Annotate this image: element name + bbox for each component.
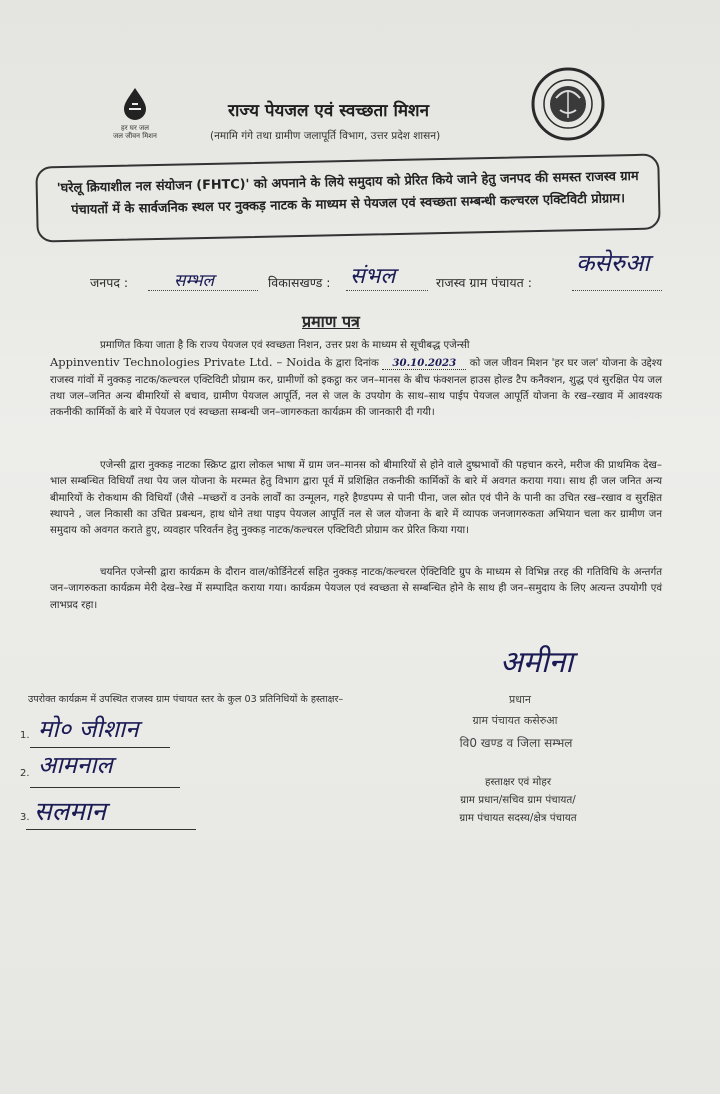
paragraph-3 xyxy=(50,565,662,614)
district-value: सम्भल xyxy=(174,271,215,291)
rep-signature-1: मो० जीशान xyxy=(38,715,139,743)
paragraph-1 xyxy=(50,338,662,421)
block-label: विकासखण्ड : xyxy=(268,275,331,290)
company-name: Appinventiv Technologies Private Ltd. – Noida xyxy=(50,355,322,370)
mission-subtitle: (नमामि गंगे तथा ग्रामीण जलापूर्ति विभाग, उत्तर प्रदेश शासन) xyxy=(210,130,441,142)
gp-value: कसेरुआ xyxy=(576,249,650,277)
pradhan-line1: प्रधान xyxy=(509,693,531,706)
rep-line-2 xyxy=(30,786,180,788)
para1-after-company: के द्वारा दिनांक xyxy=(324,358,379,370)
up-government-emblem xyxy=(530,66,606,142)
paragraph-2 xyxy=(50,458,662,539)
rep-num-2: 2. xyxy=(20,768,30,779)
representatives-note: उपरोक्त कार्यक्रम में उपस्थित राजस्व ग्राम पंचायत स्तर के कुल 03 प्रतिनिधियों के हस्ताक्षर– xyxy=(28,694,344,705)
water-drop-icon xyxy=(118,86,152,120)
pradhan-signature: अमीना xyxy=(500,645,574,680)
rep-num-1: 1. xyxy=(20,730,30,741)
signature-line2: ग्राम प्रधान/सचिव ग्राम पंचायत/ xyxy=(460,794,576,806)
signature-line1: हस्ताक्षर एवं मोहर xyxy=(484,776,552,788)
subject-box: 'घरेलू क्रियाशील नल संयोजन (FHTC)' को अपनाने के लिये समुदाय को प्रेरित किये जाने हेतु जनपद की समस्त राजस्व ग्राम पंचायतों में के सार्वजनिक स्थल पर नुक्कड़ नाटक के माध्यम से पेयजल एवं स्वच्छता सम्बन्धी कल्चरल एक्टिविटी प्रोग्राम। xyxy=(35,153,660,242)
para2-text: एजेन्सी द्वारा नुक्कड़ नाटका स्क्रिप्ट द्वारा लोकल भाषा में ग्राम जन–मानस को बीमारियों से होने वाले दुष्प्रभावों की पहचान करने, मरीज की प्राथमिक देख–भाल सम्बन्धित विधियाँ तथा पेय जल योजना के मरम्मत हेतु विभाग द्वारा पूर्व में प्रशिक्षित तकनीकी कार्मिकों के बारे में अवगत कराया गया। साथ ही जल जनित अन्य बीमारियों के रोकथाम की विधियाँ (जैसे –मच्छरों व उनके लार्वों का उन्मूलन, गहरे हैण्डपम्प से पानी पीना, जल स्रोत एवं पीने के पानी का उचित रख–रखाव व सुरक्षित स्थापने , जल निकासी का उचित प्रबन्धन, हाथ धोने तथा पाइप पेयजल आपूर्ति नल से जल योजना के बारे में व्यापक जनजागरुकता अभियान चला कर ग्रामीण जन समुदाय को अवगत कराते हुए, व्यवहार परिवर्तन हेतु नुक्कड़ नाटक/कल्चरल एक्टिविटी प्रोग्राम कर प्रेरित किया गया। xyxy=(50,460,662,537)
rep-line-3 xyxy=(26,828,196,830)
program-date: 30.10.2023 xyxy=(382,357,466,370)
para1-start: प्रमाणित किया जाता है कि राज्य पेयजल एवं स्वच्छता निशन, उत्तर प्र xyxy=(100,340,352,351)
pradhan-line2: ग्राम पंचायत कसेरुआ xyxy=(472,714,558,727)
har-ghar-jal-logo xyxy=(100,86,170,140)
signature-line3: ग्राम पंचायत सदस्य/क्षेत्र पंचायत xyxy=(459,812,577,824)
para3-text: चयनित एजेन्सी द्वारा कार्यक्रम के दौरान वाल/कोर्डिनेटर्स सहित नुक्कड़ नाटक/कल्चरल ऐक्टिविटि ग्रुप के माध्यम से विभिन्न तरह की गतिविधि के अन्तर्गत जन–जागरुकता कार्यक्रम मेरी देख–रेख में सम्पादित कराया गया। कार्यक्रम पेयजल एवं स्वच्छता से सम्बन्धित होने के साथ ही जन–समुदाय के लिए अत्यन्त उपयोगी एवं लाभप्रद रहा। xyxy=(50,567,662,611)
gp-label: राजस्व ग्राम पंचायत : xyxy=(436,275,532,290)
mission-title: राज्य पेयजल एवं स्वच्छता मिशन xyxy=(228,101,430,121)
certificate-title: प्रमाण पत्र xyxy=(302,312,360,331)
district-label: जनपद : xyxy=(90,275,129,290)
rep-num-3: 3. xyxy=(20,812,30,823)
rep-signature-2: आमनाल xyxy=(38,751,113,779)
rep-signature-3: सलमान xyxy=(34,797,106,827)
para1-rest: को जल जीवन मिशन 'हर घर जल' योजना के उद्देश्य राजस्व गांवों में नुक्कड़ नाटक/कल्चरल एक्टिविटी प्रोग्राम कर, ग्रामीणों को इकट्ठा कर जन–मानस के बीच फंक्शनल हाउस होल्ड टैप कनैक्शन, शुद्ध एवं सुरक्षित पेय जल तथा जल–जनित अन्य बीमारियों से बचाव, ग्रामीण पेयजल आपूर्ति, नल से जल के उपयोग के साथ–साथ पाईप पेयजल आपूर्ति योजना के रख–रखाव में आवश्यक तकनीकी कार्मिकों के बारे में पेयजल एवं स्वच्छता सम्बन्धी जन–जागरुकता कार्यक्रम की जानकारी दी गयी। xyxy=(50,358,662,419)
gp-dots xyxy=(572,289,662,291)
block-value: संभल xyxy=(350,264,396,289)
pradhan-line3: वि0 खण्ड व जिला सम्भल xyxy=(459,736,573,750)
location-fields xyxy=(90,249,690,298)
logo-caption: हर घर जल जल जीवन मिशन xyxy=(113,124,157,140)
signature-block xyxy=(418,773,618,827)
para1-lead-end: श के माध्यम से सूचीबद्ध एजेन्सी xyxy=(351,340,470,351)
